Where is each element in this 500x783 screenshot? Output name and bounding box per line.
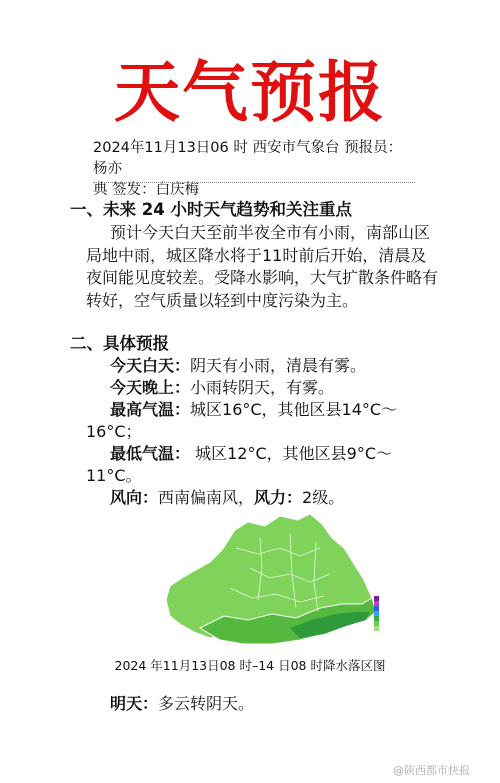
section-1-heading: 一、未来 24 小时天气趋势和关注重点 <box>70 200 352 219</box>
forecast-night-value: 小雨转阴天，有雾。 <box>190 378 335 397</box>
tomorrow-label: 明天： <box>110 694 159 713</box>
max-temp-value: 城区16°C，其他区县14°C～16°C； <box>86 400 398 441</box>
legend-swatch-2 <box>374 601 379 606</box>
forecast-day <box>110 355 440 377</box>
map-legend <box>374 596 379 631</box>
min-temp-value: 城区12°C，其他区县9°C～11°C。 <box>86 444 392 485</box>
section-1-paragraph: 预计今天白天至前半夜全市有小雨，南部山区局地中雨，城区降水将于11时前后开始，清晨及夜间能见度较差。受降水影响，大气扩散条件略有转好，空气质量以轻到中度污染为主。 <box>86 223 439 310</box>
max-temp-label: 最高气温： <box>110 400 191 419</box>
legend-swatch-3 <box>374 606 379 611</box>
wind-force-label: 风力： <box>254 488 303 507</box>
issue-info-line2: 典 签发：白庆梅 <box>93 182 200 198</box>
wind-direction-label: 风向： <box>110 488 159 507</box>
forecast-day-value: 阴天有小雨，清晨有雾。 <box>190 356 367 375</box>
issue-info-line1: 2024年11月13日06 时 西安市气象台 预报员：杨亦 <box>93 140 403 177</box>
legend-swatch-6 <box>374 621 379 626</box>
forecast-max-temp <box>86 399 438 443</box>
wind-force-value: 2级。 <box>302 488 345 507</box>
divider <box>93 182 415 183</box>
map-caption: 2024 年11月13日08 时–14 日08 时降水落区图 <box>114 658 386 673</box>
forecast-wind <box>110 487 440 509</box>
tomorrow-value: 多云转阴天。 <box>158 694 255 713</box>
watermark: @陕西都市快报 <box>393 764 470 777</box>
issue-info <box>93 138 413 201</box>
forecast-tomorrow <box>110 693 440 715</box>
legend-swatch-7 <box>374 626 379 631</box>
precipitation-map <box>140 508 400 648</box>
section-2-heading: 二、具体预报 <box>70 334 169 353</box>
page-title: 天气预报 <box>114 54 386 131</box>
min-temp-label: 最低气温： <box>110 444 191 463</box>
legend-swatch-5 <box>374 616 379 621</box>
forecast-min-temp <box>86 443 438 487</box>
forecast-night <box>110 377 440 399</box>
legend-swatch-4 <box>374 611 379 616</box>
wind-direction-value: 西南偏南风， <box>158 488 255 507</box>
legend-swatch-1 <box>374 596 379 601</box>
forecast-day-label: 今天白天： <box>110 356 191 375</box>
forecast-night-label: 今天晚上： <box>110 378 191 397</box>
